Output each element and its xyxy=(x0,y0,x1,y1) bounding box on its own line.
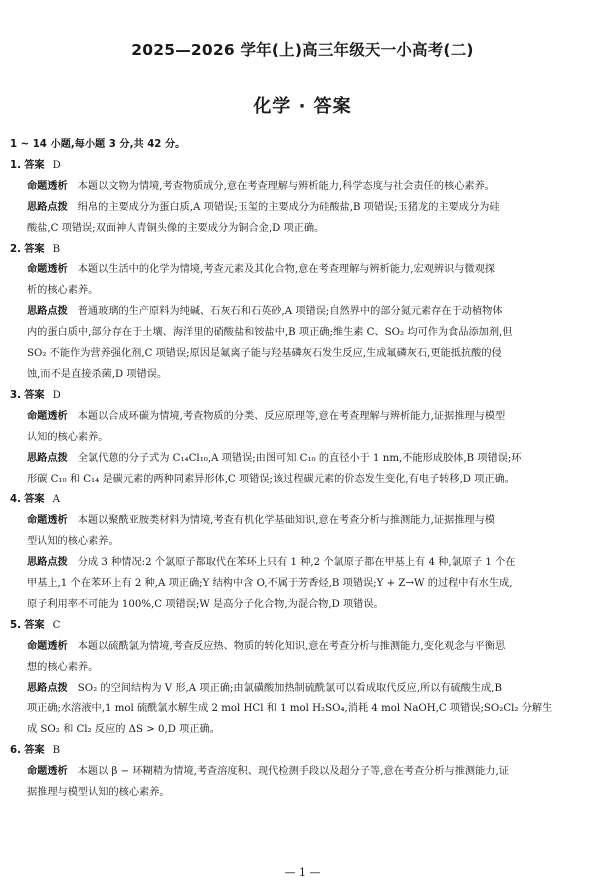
hint-text: 分成 3 种情况:2 个氯原子都取代在苯环上只有 1 种,2 个氯原子都在甲基上有 4 种,氯原子 1 个在 xyxy=(77,557,516,569)
analysis-line xyxy=(10,783,593,804)
analysis-line xyxy=(10,428,593,449)
analysis-text: 据推理与模型认知的核心素养。 xyxy=(27,787,170,799)
question-block xyxy=(10,490,593,615)
analysis-text: 本题以 β − 环糊精为情境,考查溶度积、现代检测手段以及超分子等,意在考查分析与推测能力,证 xyxy=(77,766,509,778)
analysis-label: 命题透析 xyxy=(27,515,68,527)
answer-value: D xyxy=(52,389,61,401)
question-block xyxy=(10,616,593,741)
answer-label: 答案 xyxy=(24,619,45,631)
hint-line xyxy=(10,699,593,720)
hint-label: 思路点拨 xyxy=(27,201,68,213)
answer-label: 答案 xyxy=(24,745,45,757)
analysis-label: 命题透析 xyxy=(27,180,68,192)
hint-text: 甲基上,1 个在苯环上有 2 种,A 项正确;Y 结构中含 O,不属于芳香烃,B 项错误;Y + Z→W 的过程中有水生成, xyxy=(27,578,513,590)
hint-text: 项正确;水溶液中,1 mol 硫酰氯水解生成 2 mol HCl 和 1 mol H₂SO₄,消耗 4 mol NaOH,C 项错误;SO₂Cl₂ 分解生 xyxy=(27,703,553,715)
question-number: 2. xyxy=(10,243,21,255)
question-number: 3. xyxy=(10,389,21,401)
hint-line xyxy=(10,219,593,240)
analysis-text: 本题以硫酰氯为情境,考查反应热、物质的转化知识,意在考查分析与推测能力,变化观念与平衡思 xyxy=(77,640,506,652)
hint-line xyxy=(10,198,593,219)
hint-text: 普通玻璃的生产原料为纯碱、石灰石和石英砂,A 项错误;自然界中的部分氮元素存在于动植物体 xyxy=(77,306,503,318)
analysis-line xyxy=(10,511,593,532)
analysis-label: 命题透析 xyxy=(27,766,68,778)
analysis-text: 想的核心素养。 xyxy=(27,661,99,673)
analysis-text: 认知的核心素养。 xyxy=(27,431,109,443)
question-number: 4. xyxy=(10,494,21,506)
analysis-line xyxy=(10,658,593,679)
hint-line xyxy=(10,553,593,574)
analysis-label: 命题透析 xyxy=(27,264,68,276)
hint-line xyxy=(10,574,593,595)
question-answer-line xyxy=(10,386,593,407)
answer-label: 答案 xyxy=(24,494,45,506)
hint-line xyxy=(10,470,593,491)
analysis-label: 命题透析 xyxy=(27,640,68,652)
hint-line xyxy=(10,302,593,323)
hint-text: 成 SO₂ 和 Cl₂ 反应的 ΔS > 0,D 项正确。 xyxy=(27,724,220,736)
question-block xyxy=(10,386,593,491)
question-answer-line xyxy=(10,616,593,637)
question-answer-line xyxy=(10,490,593,511)
hint-label: 思路点拨 xyxy=(27,306,68,318)
analysis-text: 型认知的核心素养。 xyxy=(27,536,119,548)
answer-label: 答案 xyxy=(24,389,45,401)
hint-line xyxy=(10,595,593,616)
hint-line xyxy=(10,449,593,470)
question-answer-line xyxy=(10,741,593,762)
hint-line xyxy=(10,344,593,365)
question-number: 5. xyxy=(10,619,21,631)
analysis-text: 本题以合成环碳为情境,考查物质的分类、反应原理等,意在考查理解与辨析能力,证据推理与模型 xyxy=(77,410,506,422)
page-number: — 1 — xyxy=(284,866,321,879)
hint-line xyxy=(10,679,593,700)
analysis-text: 本题以文物为情境,考查物质成分,意在考查理解与辨析能力,科学态度与社会责任的核心素养。 xyxy=(77,180,495,192)
hint-text: SO₂ 不能作为营养强化剂,C 项错误;原因是氟离子能与羟基磷灰石发生反应,生成氟磷灰石,更能抵抗酸的侵 xyxy=(27,348,502,360)
question-block xyxy=(10,741,593,804)
answer-label: 答案 xyxy=(24,243,45,255)
analysis-line xyxy=(10,407,593,428)
analysis-line xyxy=(10,637,593,658)
answer-value: B xyxy=(52,243,61,255)
question-list xyxy=(10,156,593,804)
hint-line xyxy=(10,365,593,386)
analysis-line xyxy=(10,177,593,198)
analysis-line xyxy=(10,762,593,783)
hint-text: 绢帛的主要成分为蛋白质,A 项错误;玉玺的主要成分为硅酸盐,B 项错误;玉猪龙的主要成分为硅 xyxy=(77,201,500,213)
hint-label: 思路点拨 xyxy=(27,682,68,694)
analysis-line xyxy=(10,260,593,281)
analysis-text: 本题以聚酰亚胺类材料为情境,考查有机化学基础知识,意在考查分析与推测能力,证据推理与模 xyxy=(77,515,495,527)
analysis-line xyxy=(10,532,593,553)
hint-line xyxy=(10,720,593,741)
hint-text: 原子利用率不可能为 100%,C 项错误;W 是高分子化合物,为混合物,D 项错误。 xyxy=(27,598,384,610)
question-block xyxy=(10,240,593,386)
answer-body xyxy=(10,135,593,804)
question-number: 6. xyxy=(10,745,21,757)
question-block xyxy=(10,156,593,240)
question-number: 1. xyxy=(10,159,21,171)
hint-text: 全氯代蒽的分子式为 C₁₄Cl₁₀,A 项错误;由图可知 C₁₀ 的直径小于 1 nm,不能形成胶体,B 项错误;环 xyxy=(77,452,522,464)
analysis-line xyxy=(10,281,593,302)
answer-value: D xyxy=(52,159,61,171)
question-answer-line xyxy=(10,156,593,177)
answer-label: 答案 xyxy=(24,159,45,171)
analysis-label: 命题透析 xyxy=(27,410,68,422)
analysis-text: 析的核心素养。 xyxy=(27,285,99,297)
analysis-text: 本题以生活中的化学为情境,考查元素及其化合物,意在考查理解与辨析能力,宏观辨识与微观探 xyxy=(77,264,495,276)
intro-line: 1 ~ 14 小题,每小题 3 分,共 42 分。 xyxy=(10,139,186,150)
exam-title: 2025—2026 学年(上)高三年级天一小高考(二) xyxy=(131,41,474,59)
question-answer-line xyxy=(10,240,593,261)
answer-value: C xyxy=(52,619,61,631)
hint-text: 内的蛋白质中,部分存在于土壤、海洋里的硝酸盐和铵盐中,B 项正确;维生素 C、SO₂ 均可作为食品添加剂,但 xyxy=(27,327,513,339)
subject-title: 化学 · 答案 xyxy=(253,96,352,117)
hint-text: 蚀,而不是直接杀菌,D 项错误。 xyxy=(27,368,168,380)
hint-text: 酸盐,C 项错误;双面神人青铜头像的主要成分为铜合金,D 项正确。 xyxy=(27,222,325,234)
hint-label: 思路点拨 xyxy=(27,557,68,569)
hint-text: SO₂ 的空间结构为 V 形,A 项正确;由氯磺酸加热制硫酰氯可以看成取代反应,所以有硫酸生成,B xyxy=(77,682,503,694)
hint-text: 形碳 C₁₀ 和 C₁₄ 是碳元素的两种同素异形体,C 项错误;该过程碳元素的价态发生变化,有电子转移,D 项正确。 xyxy=(27,473,515,485)
answer-value: A xyxy=(52,494,60,506)
hint-line xyxy=(10,323,593,344)
answer-value: B xyxy=(52,745,61,757)
hint-label: 思路点拨 xyxy=(27,452,68,464)
